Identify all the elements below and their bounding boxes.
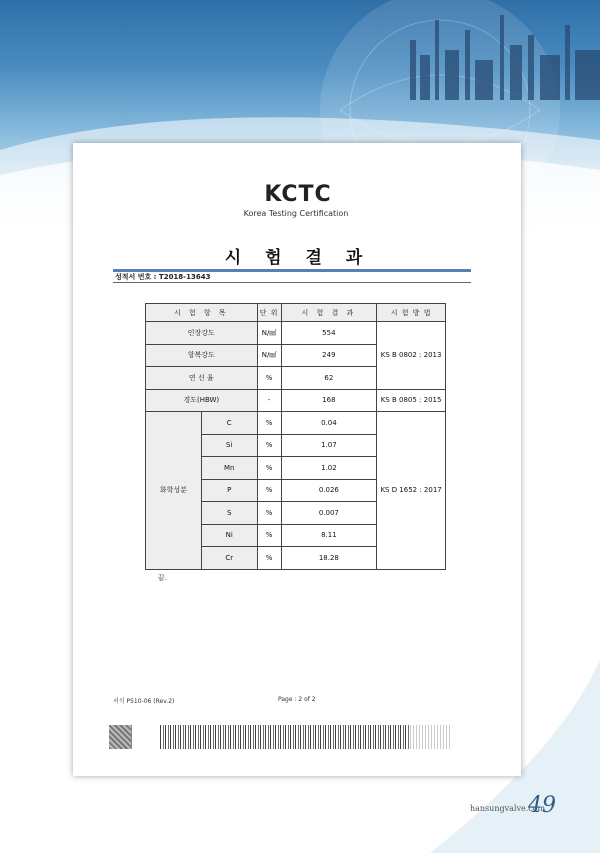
kctc-logo: KCTC (264, 182, 332, 207)
chem-unit: % (257, 479, 281, 502)
chem-result: 0.026 (281, 479, 377, 502)
table-row (146, 412, 446, 435)
page-number: Page : 2 of 2 (278, 696, 316, 703)
chem-result: 0.04 (281, 412, 377, 435)
document-title: 시 험 결 과 (224, 248, 372, 268)
chem-result: 0.007 (281, 502, 377, 525)
method-hardness: KS B 0805 : 2015 (377, 389, 446, 412)
security-barcode (160, 725, 410, 749)
chem-unit: % (257, 434, 281, 457)
chem-element: P (201, 479, 257, 502)
method-chemical: KS D 1652 : 2017 (377, 412, 446, 570)
row-result: 249 (281, 344, 377, 367)
header-test-item: 시 험 항 목 (146, 304, 258, 322)
method-tensile: KS B 0802 : 2013 (377, 322, 446, 390)
chem-element: C (201, 412, 257, 435)
end-mark: 끝. (158, 574, 167, 582)
row-result: 62 (281, 367, 377, 390)
seal-blank (131, 725, 156, 749)
chem-result: 1.02 (281, 457, 377, 480)
row-unit: % (257, 367, 281, 390)
row-item: 경도(HBW) (146, 389, 258, 412)
row-unit: N/㎟ (257, 322, 281, 345)
chem-element: Si (201, 434, 257, 457)
row-unit: N/㎟ (257, 344, 281, 367)
chem-unit: % (257, 457, 281, 480)
row-result: 554 (281, 322, 377, 345)
chem-unit: % (257, 524, 281, 547)
footer-page-number: 49 (528, 793, 556, 818)
table-header-row (146, 304, 446, 322)
row-item: 항복강도 (146, 344, 258, 367)
row-item: 연 신 율 (146, 367, 258, 390)
security-barcode-faint (410, 725, 450, 749)
test-certificate-sheet (73, 143, 521, 776)
form-number: 서식 P510-06 (Rev.2) (113, 698, 175, 705)
header-method: 시 험 방 법 (377, 304, 446, 322)
chemical-label: 화학성분 (146, 412, 202, 570)
table-row (146, 322, 446, 345)
row-result: 168 (281, 389, 377, 412)
footer-url: hansungvalve.com (470, 804, 546, 813)
chem-element: Mn (201, 457, 257, 480)
test-results-table (145, 303, 446, 570)
chem-result: 8.11 (281, 524, 377, 547)
chem-element: Ni (201, 524, 257, 547)
chem-result: 18.28 (281, 547, 377, 570)
chem-element: S (201, 502, 257, 525)
header-result: 시 험 결 과 (281, 304, 377, 322)
row-item: 인장강도 (146, 322, 258, 345)
logo-subtitle: Korea Testing Certification (243, 209, 349, 218)
chem-unit: % (257, 412, 281, 435)
header-unit: 단 위 (257, 304, 281, 322)
chem-result: 1.07 (281, 434, 377, 457)
chem-element: Cr (201, 547, 257, 570)
chem-unit: % (257, 502, 281, 525)
table-row (146, 389, 446, 412)
row-unit: - (257, 389, 281, 412)
certificate-divider (113, 282, 471, 283)
certificate-number: 성적서 번호 : T2018-13643 (115, 273, 211, 281)
chem-unit: % (257, 547, 281, 570)
